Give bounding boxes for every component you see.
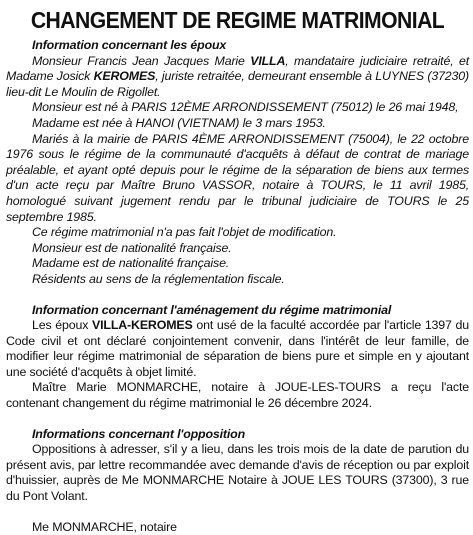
spouses-identity — [6, 54, 469, 101]
section-gap — [6, 288, 469, 303]
arrangement-text-b: ont usé de la faculté accordée par l'article 1397 du Code civil et ont déclaré conjointement convenir, dans l'intérêt de leur famille, de modifier leur régime matrimonial de séparation de biens pure et simple en y ajoutant une société d'acquêts à objet limité. — [6, 318, 469, 379]
section-arrangement — [6, 303, 469, 412]
spouses-identity-text-b: , mandataire judiciaire retraité, et Madame Josick — [6, 53, 469, 84]
wife-birth: Madame est née à HANOI (VIETNAM) le 3 mars 1953. — [32, 115, 326, 130]
fiscal-residence: Résidents au sens de la réglementation fiscale. — [32, 271, 285, 286]
arrangement-text-a: Les époux — [32, 318, 92, 333]
wife-nationality: Madame est de nationalité française. — [32, 256, 230, 271]
section-heading-arrangement: Information concernant l'aménagement du régime matrimonial — [32, 302, 392, 317]
couple-surname: VILLA-KEROMES — [92, 318, 193, 333]
spouses-identity-text-a: Monsieur Francis Jean Jacques Marie — [32, 53, 251, 68]
spouses-identity-text-c: , juriste retraitée, demeurant ensemble à LUYNES (37230) lieu-dit Le Moulin de Rigollet. — [6, 69, 470, 99]
section-gap — [6, 412, 469, 427]
section-heading-spouses: Information concernant les époux — [32, 38, 227, 52]
regime-unchanged: Ce régime matrimonial n'a pas fait l'objet de modification. — [32, 225, 337, 240]
section-gap — [6, 505, 469, 520]
notary-signature: Me MONMARCHE, notaire — [32, 519, 177, 534]
arrangement-text — [6, 318, 469, 380]
notice-title: CHANGEMENT DE REGIME MATRIMONIAL — [30, 7, 445, 33]
section-signature — [6, 520, 469, 535]
husband-birth: Monsieur est né à PARIS 12ÈME ARRONDISSEMENT (75012) le 26 mai 1948, — [32, 100, 459, 115]
husband-nationality: Monsieur est de nationalité française. — [32, 240, 232, 255]
section-spouses — [6, 38, 469, 288]
marriage-details: Mariés à la mairie de PARIS 4ÈME ARRONDISSEMENT (75004), le 22 octobre 1976 sous le régime de la communauté d'acquêts à défaut de contrat de mariage préalable, et ayant opté depuis pour le régime de la séparation de biens aux termes d'un acte reçu par Maître Bruno VASSOR, notaire à TOURS, le 11 avril 1985, homologué suivant jugement rendu par le tribunal judiciaire de TOURS le 25 septembre 1985. — [6, 131, 469, 224]
wife-surname: KEROMES — [93, 69, 156, 84]
section-opposition — [6, 427, 469, 505]
notary-deed: Maître Marie MONMARCHE, notaire à JOUE-LES-TOURS a reçu l'acte contenant changement du régime matrimonial le 26 décembre 2024. — [6, 380, 469, 411]
section-heading-opposition: Informations concernant l'opposition — [32, 426, 246, 441]
opposition-text: Oppositions à adresser, s'il y a lieu, dans les trois mois de la date de parution du présent avis, par lettre recommandée avec demande d'avis de réception ou par exploit d'huissier, auprès de Me MONMARCHE Notaire à JOUE LES TOURS (37300), 3 rue du Pont Volant. — [6, 442, 469, 504]
husband-surname: VILLA — [250, 53, 286, 68]
